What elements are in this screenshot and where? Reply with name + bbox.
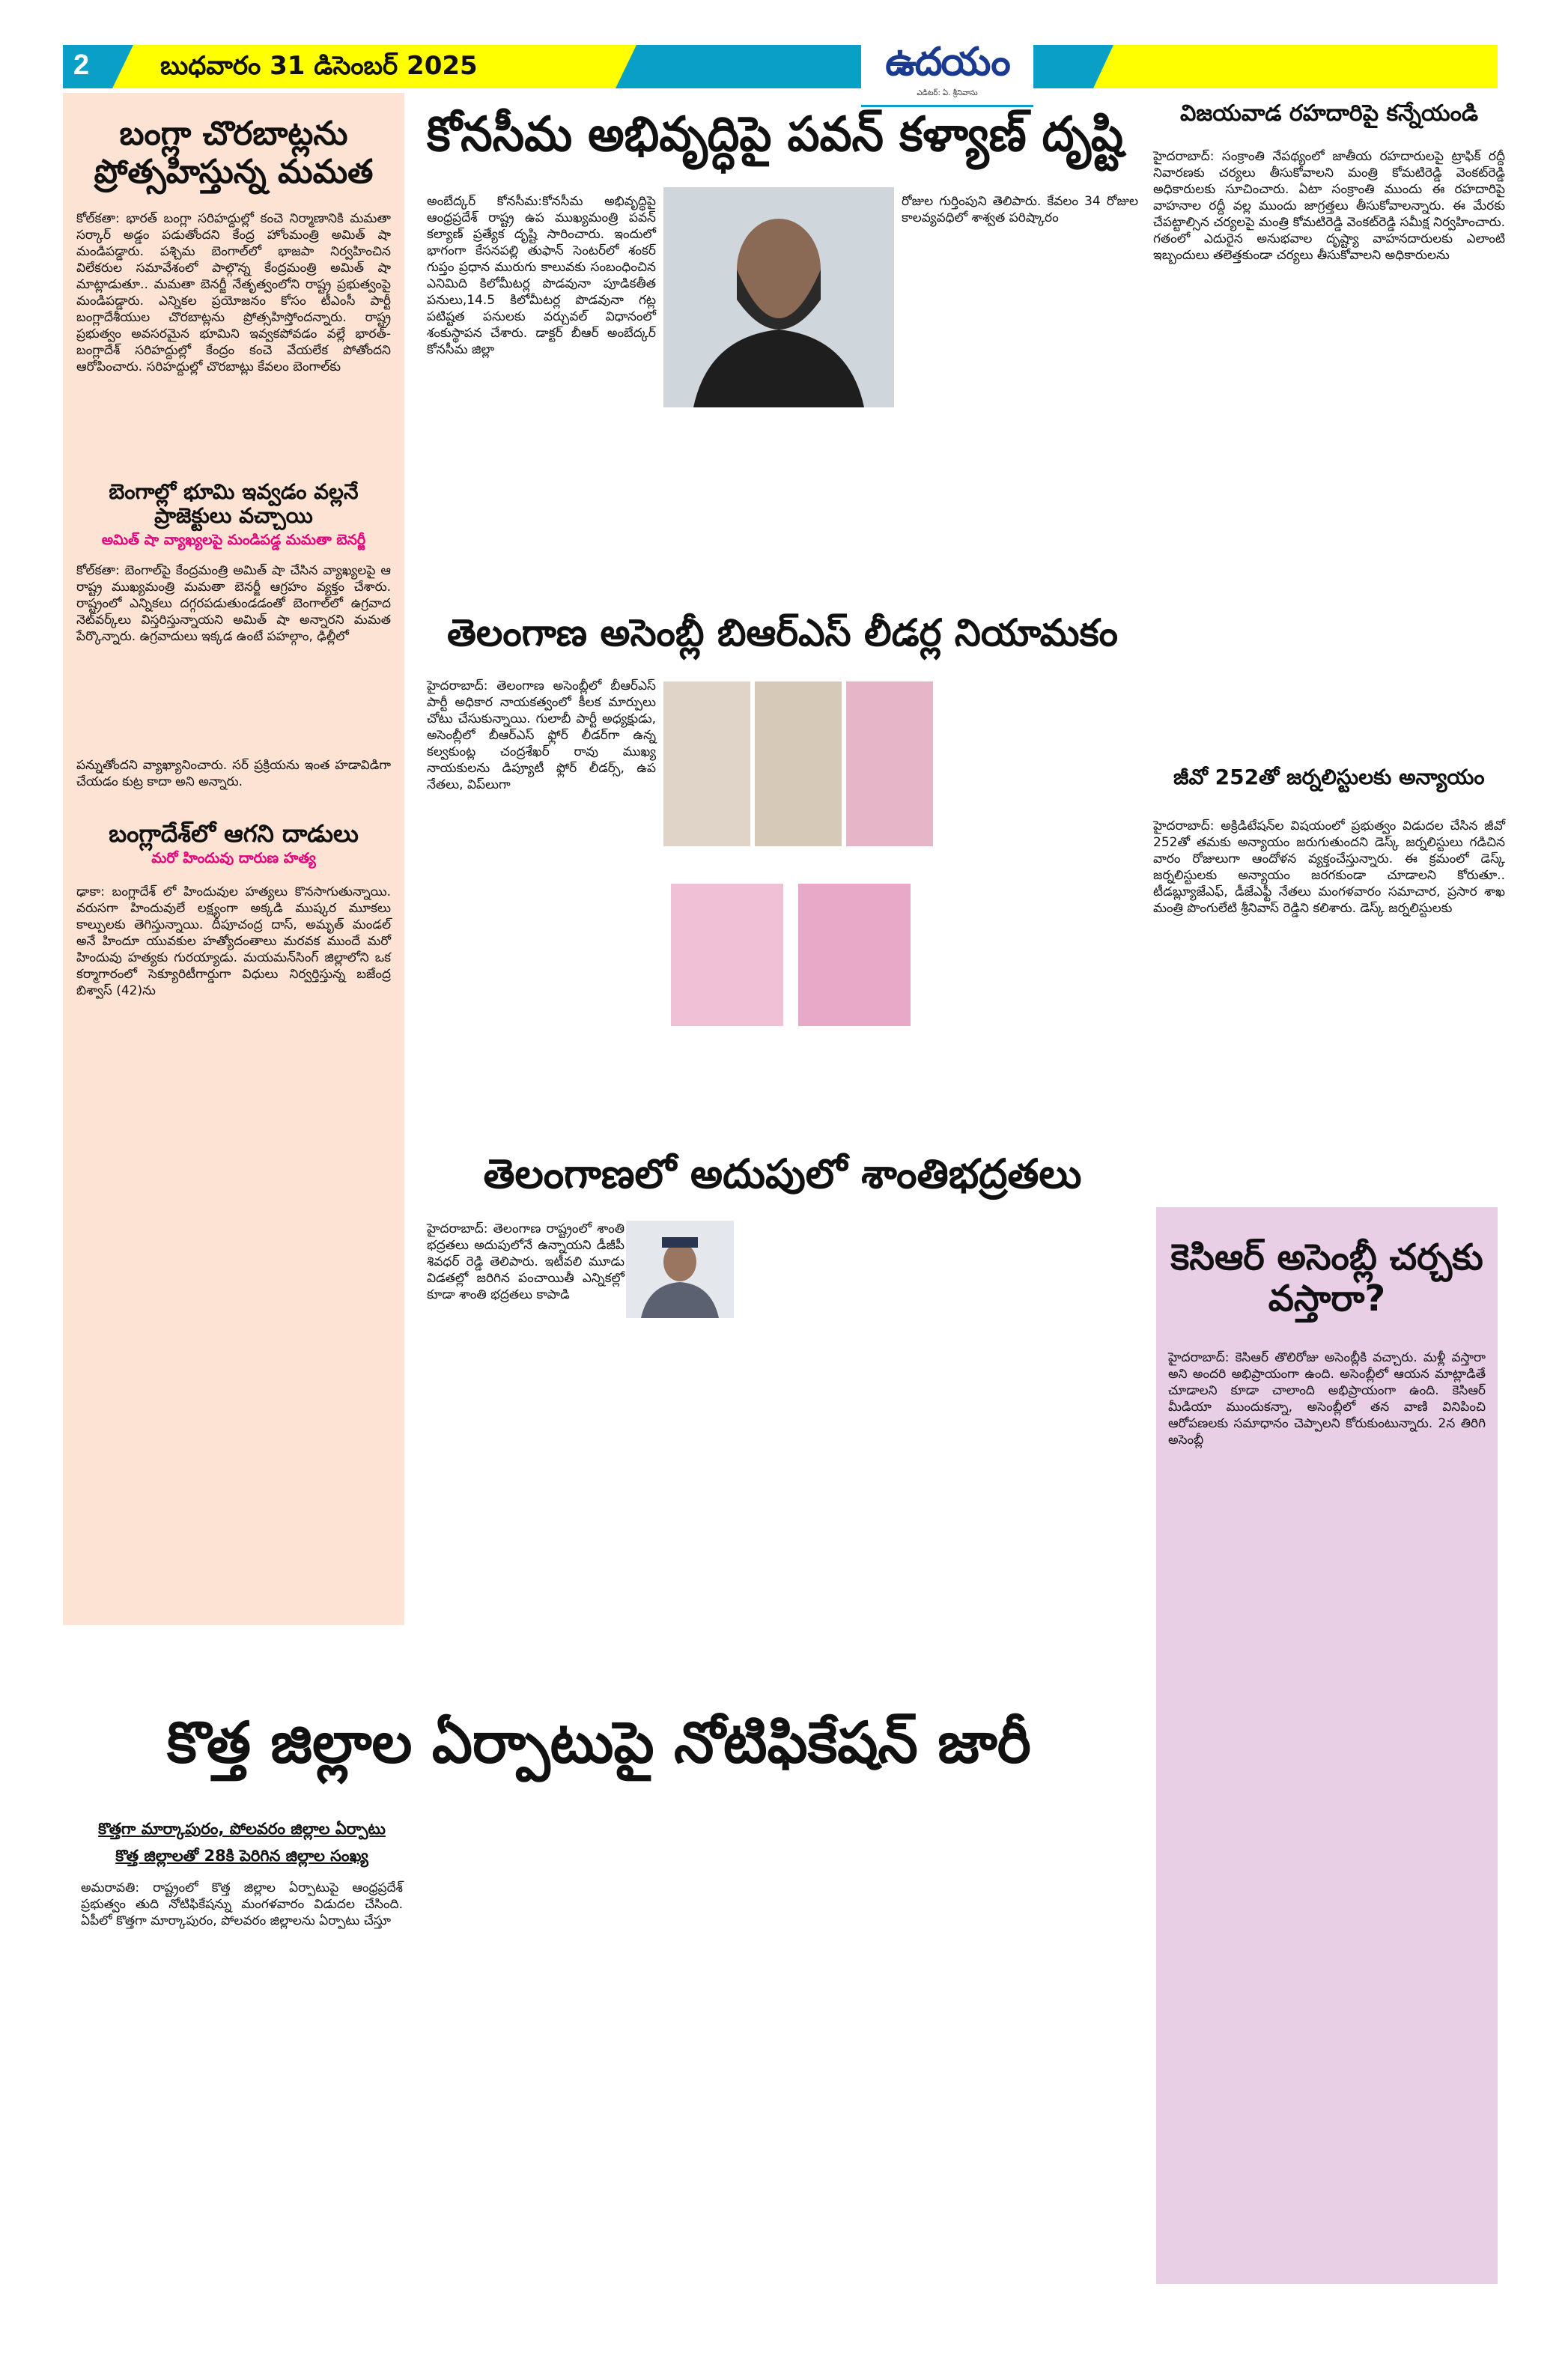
person-image-icon — [663, 187, 894, 407]
article-headline: బెంగాల్లో భూమి ఇవ్వడం వల్లనే ప్రాజెక్టులు వచ్చాయి — [109, 479, 359, 529]
article-headline-box — [1153, 99, 1505, 132]
lead-headline: కోనసీమ అభివృద్ధిపై పవన్ కళ్యాణ్ దృష్టి — [427, 107, 1124, 163]
left-news-box — [63, 93, 404, 1625]
article-headline: బంగ్లాదేశ్‌లో ఆగని దాడులు — [109, 819, 359, 848]
article-body: ఢాకా: బంగ్లాదేశ్ లో హిందువుల హత్యలు కొనసాగుతున్నాయి. వరుసగా హిందువులే లక్ష్యంగా అక్కడి ముష్కర మూకలు కాల్పులకు తెగిస్తున్నాయి. దీపూచంద్ర దాస్, అమృత్ మండల్ అనే హిందూ యువకుల హత్యోదంతాలు మరవక ముందే మరో హిందువు హత్యకు గురయ్యాడు. మయమన్‌సింగ్ జిల్లాలోని ఒక కర్మాగారంలో సెక్యూరిటీగార్డుగా విధులు నిర్వర్తిస్తున్న బజేంద్ర బిశ్వాస్ (42)ను — [76, 884, 391, 999]
article-subheadline: అమిత్ షా వ్యాఖ్యలపై మండిపడ్డ మమతా బెనర్జీ — [101, 531, 366, 548]
article-subheadline: కొత్తగా మార్కాపురం, పోలవరం జిల్లాల ఏర్పాటు — [98, 1820, 386, 1838]
newspaper-logo — [861, 36, 1033, 107]
article-headline-box — [427, 1138, 1138, 1213]
article-headline-box — [427, 599, 1138, 671]
right-strip — [1093, 45, 1498, 88]
article-headline: కెసిఆర్ అసెంబ్లీ చర్చకు వస్తారా? — [1170, 1236, 1483, 1320]
lead-headline-box — [427, 97, 1123, 180]
article-headline-box — [1153, 762, 1505, 795]
logo-text: ఉదయం — [885, 40, 1009, 85]
article-subheadline: మరో హిందువు దారుణ హత్య — [151, 850, 316, 867]
article-body-end: పన్నుతోందని వ్యాఖ్యానించారు. సర్ ప్రక్రియను ఇంత హడావిడిగా చేయడం కుట్ర కాదా అని అన్నారు. — [76, 757, 391, 789]
leader-photo — [846, 681, 933, 846]
districts-subheadlines — [81, 1820, 403, 1869]
article-body-continued: రోజుల గుర్తింపుని తెలిపారు. కేవలం 34 రోజుల కాలవ్యవధిలో శాశ్వత పరిష్కారం — [902, 194, 1138, 225]
article-body: హైదరాబాద్: సంక్రాంతి నేపథ్యంలో జాతీయ రహదారులపై ట్రాఫిక్ రద్దీ నివారణకు చర్యలు తీసుకోవాలని మంత్రి కోమటిరెడ్డి వెంకట్‌రెడ్డి అధికారులకు సూచించారు. ఏటా సంక్రాంతి ముందు ఈ రహదారిపై వాహనాల రద్దీ వల్ల ముందు జాగ్రత్తలు తీసుకోవాలన్నారు. ఈ మేరకు చేపట్టాల్సిన చర్యలపై మంత్రి కోమటిరెడ్డి వెంకట్‌రెడ్డి సమీక్ష నిర్వహించారు. గతంలో ఎదురైన అనుభవాల దృష్ట్యా వాహనదారులకు ఎలాంటి ఇబ్బందులు తలెత్తకుండా చర్యలు తీసుకోవాలని అధికారులను — [1153, 149, 1505, 263]
lead-headline: కొత్త జిల్లాల ఏర్పాటుపై నోటిఫికేషన్ జారీ — [167, 1709, 1031, 1776]
article-headline: జీవో 252తో జర్నలిస్టులకు అన్యాయం — [1173, 765, 1485, 789]
article-headline: విజయవాడ రహదారిపై కన్నేయండి — [1180, 100, 1479, 127]
article-subheadline: కొత్త జిల్లాలతో 28కి పెరిగిన జిల్లాల సంఖ్య — [115, 1847, 368, 1865]
leader-photo — [755, 681, 842, 846]
article-headline: తెలంగాణ అసెంబ్లీ బిఆర్ఎస్ లీడర్ల నియామకం — [447, 611, 1118, 655]
edition-date: బుధవారం 31 డిసెంబర్ 2025 — [160, 51, 478, 81]
lead-headline-box — [67, 1694, 1131, 1799]
article-body: హైదరాబాద్: తెలంగాణ రాష్ట్రంలో శాంతి భద్రతలు అదుపులోనే ఉన్నాయని డీజీపీ శివధర్ రెడ్డి తెలిపారు. ఇటీవలి మూడు విడతల్లో జరిగిన పంచాయితీ ఎన్నికల్లో కూడా శాంతి భద్రతలు కాపాడి — [427, 1221, 625, 1302]
article-body: హైదరాబాద్: తెలంగాణ అసెంబ్లీలో బీఆర్ఎస్ పార్టీ అధికార నాయకత్వంలో కీలక మార్పులు చోటు చేసుకున్నాయి. గులాబీ పార్టీ అధ్యక్షుడు, అసెంబ్లీలో బీఆర్ఎస్ ఫ్లోర్ లీడర్‌గా ఉన్న కల్వకుంట్ల చంద్రశేఖర్ రావు ముఖ్య నాయకులను డిప్యూటీ ఫ్లోర్ లీడర్స్, ఉప నేతలు, విప్‌లుగా — [427, 678, 656, 792]
leader-photo — [798, 884, 911, 1026]
person-image-icon — [626, 1221, 734, 1318]
pawan-kalyan-photo — [663, 187, 894, 407]
article-headline: బంగ్లా చొరబాట్లను ప్రోత్సహిస్తున్న మమత — [94, 115, 374, 191]
leader-photo — [671, 884, 783, 1026]
leader-photo — [663, 681, 750, 846]
kcr-news-box — [1156, 1207, 1498, 2284]
masthead-band — [63, 45, 1498, 88]
article-body: అంబేద్కర్ కోనసీమ:కోనసీమ అభివృద్ధిపై ఆంధ్రప్రదేశ్ రాష్ట్ర ఉప ముఖ్యమంత్రి పవన్ కల్యాణ్ ప్రత్యేక దృష్టి సారించారు. ఇందులో భాగంగా కేసనపల్లి తుఫాన్ సెంటర్‌లో శంకర్ గుప్తం ప్రధాన మురుగు కాలువకు సంబంధించిన ఎనిమిది కిలోమీటర్ల పొడవునా పూడికతీత పనులు,14.5 కిలోమీటర్ల పొడవునా గట్ల పటిష్టత పనులకు వర్చువల్ విధానంలో శంకుస్థాపన చేశారు. డాక్టర్ బీఆర్ అంబేద్కర్ కోనసీమ జిల్లా — [427, 194, 656, 357]
article-body: కోల్‌కతా: భారత్ బంగ్లా సరిహద్దుల్లో కంచె నిర్మాణానికి మమతా సర్కార్ అడ్డం పడుతోందని కేంద్ర హోంమంత్రి అమిత్ షా మండిపడ్డారు. పశ్చిమ బెంగాల్‌లో భాజపా నిర్వహించిన విలేకరుల సమావేశంలో పాల్గొన్న కేంద్రమంత్రి అమిత్ షా మాట్లాడుతూ.. మమతా బెనర్జీ నేతృత్వంలోని రాష్ట్ర ప్రభుత్వంపై మండిపడ్డారు. ఎన్నికల ప్రయోజనం కోసం టీఎంసీ పార్టీ బంగ్లాదేశీయుల చొరబాట్లను ప్రోత్సహిస్తోందన్నారు. రాష్ట్ర ప్రభుత్వం అవసరమైన భూమిని ఇవ్వకపోవడం వల్లే భారత్-బంగ్లాదేశ్ సరిహద్దుల్లో కేంద్రం కంచె వేయలేక పోతోందని ఆరోపించారు. సరిహద్దుల్లో చొరబాట్లు కేవలం బెంగాల్‌కు — [76, 211, 391, 375]
article-body: కోల్‌కతా: బెంగాల్‌పై కేంద్రమంత్రి అమిత్ షా చేసిన వ్యాఖ్యలపై ఆ రాష్ట్ర ముఖ్యమంత్రి మమతా బెనర్జీ ఆగ్రహం వ్యక్తం చేశారు. రాష్ట్రంలో ఎన్నికలు దగ్గరపడుతుండడంతో బెంగాల్‌లో ఉగ్రవాద నెట్‌వర్క్‌లు విస్తరిస్తున్నాయని అమిత్ షా అన్నారని మమత పేర్కొన్నారు. ఉగ్రవాదులు ఇక్కడ ఉంటే పహల్గాం, ఢిల్లీలో — [76, 562, 391, 644]
logo-tagline: ఎడిటర్: ఏ. శ్రీనివాసు — [917, 89, 978, 97]
article-headline: తెలంగాణలో అదుపులో శాంతిభద్రతలు — [483, 1150, 1082, 1197]
article-body: హైదరాబాద్: అక్రిడిటేషన్‌ల విషయంలో ప్రభుత్వం విడుదల చేసిన జీవో 252తో తమకు అన్యాయం జరుగుతుందని డెస్క్ జర్నలిస్టులు గడిచిన వారం రోజులుగా ఆందోళన వ్యక్తంచేస్తున్నారు. ఈ క్రమంలో డెస్క్ జర్నలిస్టులకు అన్యాయం జరగకుండా చూడాలని కోరుతూ.. టీడబ్ల్యూజేఎఫ్, డీజేఎఫ్టీ నేతలు మంగళవారం సమాచార, ప్రసార శాఖ మంత్రి పొంగులేటి శ్రీనివాస్ రెడ్డిని కలిశారు. డెస్క్ జర్నలిస్టులకు — [1153, 819, 1505, 916]
page-number: 2 — [73, 49, 90, 81]
article-body: అమరావతి: రాష్ట్రంలో కొత్త జిల్లాల ఏర్పాటుపై ఆంధ్రప్రదేశ్ ప్రభుత్వం తుది నోటిఫికేషన్ను మంగళవారం విడుదల చేసింది. ఏపీలో కొత్తగా మార్కాపురం, పోలవరం జిల్లాలను ఏర్పాటు చేస్తూ — [81, 1880, 403, 1928]
dgp-photo — [626, 1221, 734, 1318]
bjp-leaders-photos — [663, 681, 936, 1033]
article-body: హైదరాబాద్: కెసిఆర్ తొలిరోజు అసెంబ్లీకి వచ్చారు. మళ్లీ వస్తారా అని అందరి అభిప్రాయంగా ఉంది. అసెంబ్లీలో ఆయన మాట్లాడితే చూడాలని కూడా చాలాంది అభిప్రాయంగా ఉంది. కెసిఆర్ మీడియా ముందుకన్నా, అసెంబ్లీలో తన వాణి వినిపించి ఆరోపణలకు సమాధానం చెప్పాలని కోరుకుంటున్నారు. 2న తిరిగి అసెంబ్లీ — [1168, 1350, 1486, 1448]
